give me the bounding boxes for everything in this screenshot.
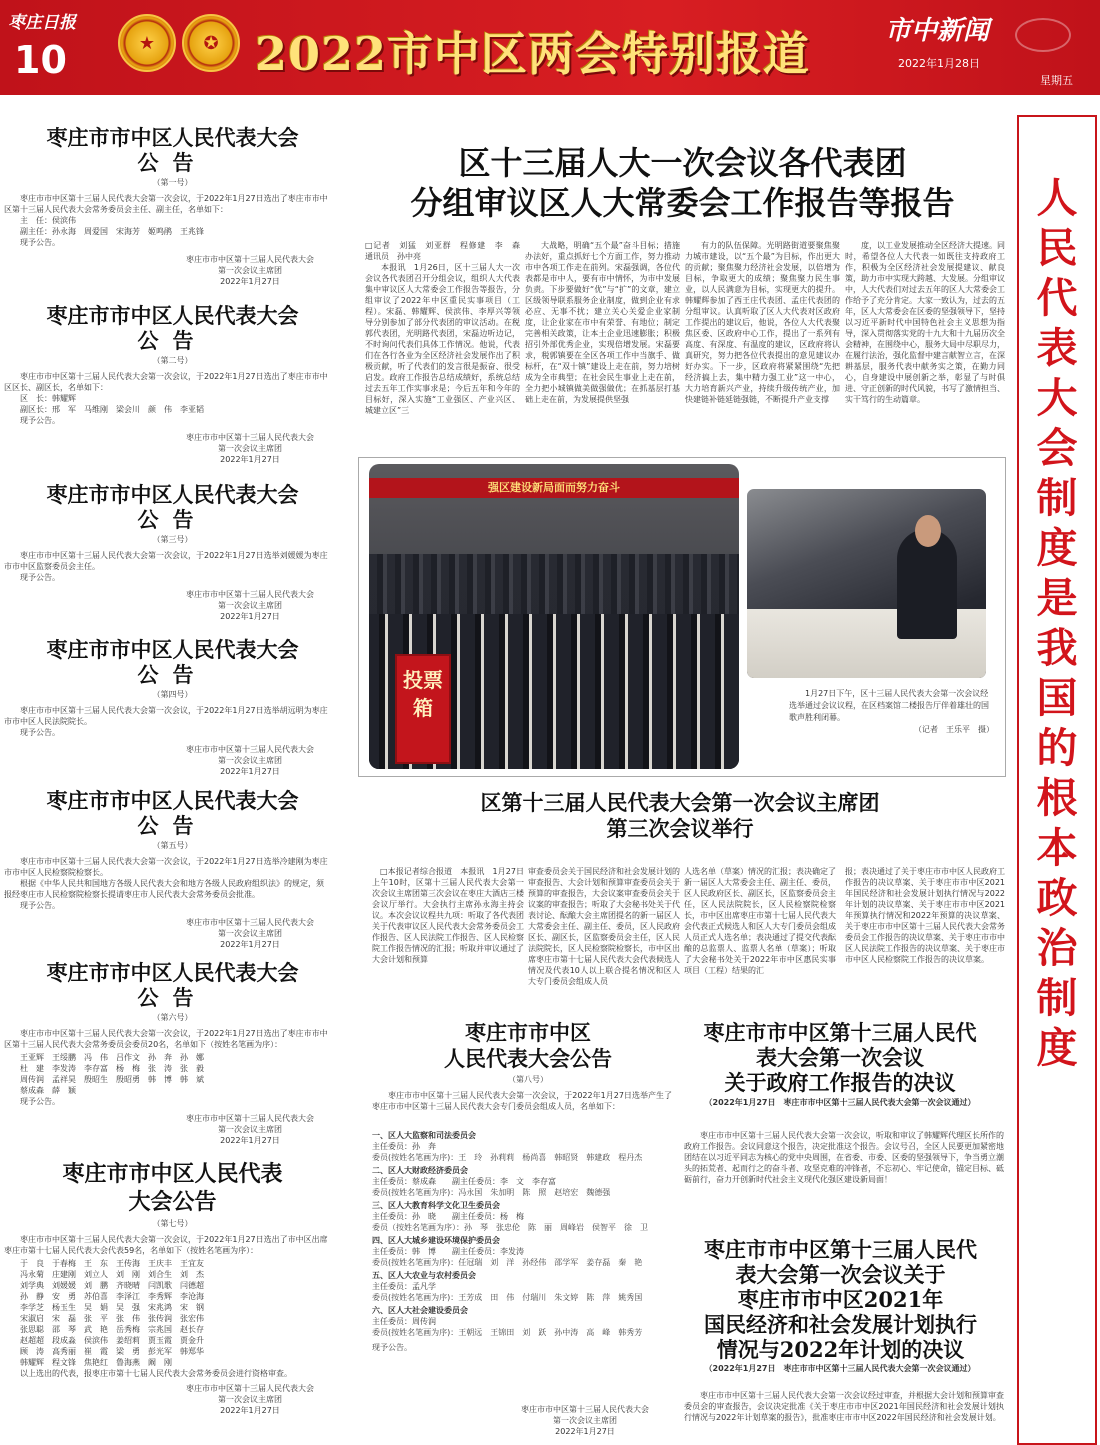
column-name: 市中新闻 [885,16,990,46]
vertical-slogan-banner [1017,115,1097,1445]
notice-subtitle: 公告 [137,813,208,838]
notice-title: 枣庄市市中区人民代表大会 [46,303,299,328]
notice-number: （第二号） [152,356,193,365]
notice-title: 枣庄市市中区人民代表大会 [46,637,299,662]
signature-date: 2022年1月27日 [220,1136,280,1145]
notice-body: 枣庄市市中区第十三届人民代表大会第一次会议，于2022年1月27日选举冷建刚为枣庄市市中区人民检察院检察长。 [4,857,328,877]
notice-body: 枣庄市市中区第十三届人民代表大会第一次会议，于2022年1月27日选出了枣庄市市中区区长、副区长，名单如下： [4,372,328,392]
slogan-text: 人民代表大会制度是我国的根本政治制度 [1036,174,1078,1072]
article-column-2: 大战略，明确“五个最”奋斗目标；措施办法好，重点抓好七个方面工作，努力推动市中各项工作走在前列。宋磊强调，各位代表都是市中人，要有市中情怀，为市中发展负责。下步要做好“优”与“扩”的文章，建立区级领导联系服务企业制度，做到企业有求必应、无事不扰；建立关心关爱企业家制度，让企业家在市中有荣誉、有地位；制定完善相关政策，让本土企业迅速膨胀；积极招引外部优秀企业，实现倍增发展。宋磊要求，税郭镇要在全区各项工作中当旗手、做标杆，在“双十镇”建设上走在前，努力培树成为全市典型；在社会民生事业上走在前，全力把小城镇做美做强做优；在抓基层打基础上走在前，为发展提供坚强 [525,241,680,404]
notice-7 [0,1160,345,1416]
resolution2-body: 枣庄市市中区第十三届人民代表大会第一次会议经过审查，并根据大会计划和预算审查委员会的审查报告，会议决定批准《关于枣庄市市中区2021年国民经济和社会发展计划执行情况与2022年计划草案的报告》，批准枣庄市市中区2022年国民经济和社会发展计划。 [684,1391,1004,1422]
signature-body: 第一次会议主席团 [218,1395,282,1404]
notice-line: 现予公告。 [20,728,60,737]
name-row: 杜 建 李发涛 李存富 杨 梅 张 涛 张 毅 [20,1064,204,1073]
national-emblem-icon: ★ [118,14,176,72]
committee-name: 一、区人大监察和司法委员会 [372,1131,476,1140]
banner-title: 2022市中区两会特别报道 [255,27,811,81]
notice-body: 枣庄市市中区第十三届人民代表大会第一次会议，于2022年1月27日选出了枣庄市市中区第十三届人民代表大会常务委员会主任、副主任，名单如下： [4,194,328,214]
name-row: 冯永菊 庄建刚 刘立人 刘 刚 刘合生 刘 杰 [20,1270,204,1279]
section2-column-1: □本报记者综合报道 本报讯 1月27日上午10时，区第十三届人民代表大会第一次会议主席团第三次会议在枣庄大酒店三楼会议厅举行。大会执行主席孙永海主持会议。本次会议议程共九项：听取了各代表团关于代表审议区人民代表大会常务委员会工作报告、区人民法院工作报告、区人民检察院工作报告情况的汇报；听取并审议通过了大会计划和预算 [372,867,524,964]
notice-title: 枣庄市市中区人民代表大会 [46,788,299,813]
signature-body: 第一次会议主席团 [218,444,282,453]
name-row: 现予公告。 [20,1097,60,1106]
headline-line: 枣庄市市中区 [465,1020,591,1045]
notice-subtitle: 公告 [137,150,208,175]
notice-line: 区 长：韩耀辉 [20,394,76,403]
notice-6 [0,960,345,1146]
notice-name-list [20,1052,329,1107]
notice-subtitle: 公告 [137,507,208,532]
section2-column-4: 报；表决通过了关于枣庄市市中区人民政府工作报告的决议草案、关于枣庄市市中区2021年国民经济和社会发展计划执行情况与2022年计划的决议草案、关于枣庄市市中区2021年预算执行情况和2022年预算的决议草案、关于枣庄市市中区第十三届人民代表大会常务委员会工作报告的决议草案、关于枣庄市市中区人民法院工作报告的决议草案、关于枣庄市市中区人民检察院工作报告的决议草案。 [845,867,1005,964]
committee-chair: 主任委员：蔡成森 副主任委员：李 文 李存富 [372,1177,556,1186]
committee-members: 委员(按姓名笔画为序)：王芳成 田 伟 付瑞川 朱文婷 陈 萍 姚秀国 [372,1293,643,1302]
committee-chair: 主任委员：韩 博 副主任委员：李发涛 [372,1247,524,1256]
name-row: 以上选出的代表，报枣庄市第十七届人民代表大会常务委员会进行资格审查。 [20,1369,292,1378]
notice-subtitle: 公告 [137,328,208,353]
notice-3 [0,482,345,622]
headline-line: 表大会第一次会议 [756,1045,924,1070]
notice-line: 现予公告。 [20,238,60,247]
name-row: 孙 静 安 勇 苏伯喜 李泽江 李秀辉 李沧海 [20,1292,204,1301]
signature-body: 第一次会议主席团 [218,1125,282,1134]
masthead [0,0,1100,95]
notice-number: （第六号） [152,1013,193,1022]
signature-date: 2022年1月27日 [220,767,280,776]
resolution1-body: 枣庄市市中区第十三届人民代表大会第一次会议，听取和审议了韩耀辉代理区长所作的政府工作报告。会议同意这个报告，决定批准这个报告。会议号召，全区人民要更加紧密地团结在以习近平同志为核心的党中央周围，在省委、市委、区委的坚强领导下，争当勇立潮头的拓荒者、起而行之的奋斗者、攻坚克难的冲锋者，不忘初心、牢记使命，锚定目标、砥砺前行，奋力开创新时代社会主义现代化强区建设新局面！ [684,1131,1004,1184]
meeting-hall-photo [369,464,739,769]
article-text: 本报讯 1月26日，区十三届人大一次会议各代表团召开分组会议，组织人大代表集中审议区人大常委会工作报告等报告，分组审议了2022年中区重民实事项目（工程）。宋磊、韩耀辉、侯滨伟、李厚兴等领导分别参加了部分代表团的审议活动。在税郭代表团，光明路代表团，宋磊边听边记，不时询问代表们具体工作情况。他说，代表们在各行各业为全区经济社会发展作出了积极贡献，听了代表们的发言很是振奋、很受启发。政府工作报告总结成绩好，系统总结过去五年工作实事求是；今后五年和今年的目标好，深入实施“工业强区、产业兴区、城建立区”三 [365,263,520,415]
committee-item [372,1305,672,1338]
resolution2-headline [678,1237,1003,1362]
notice-subtitle: 公告 [137,985,208,1010]
notice8-signature [500,1404,670,1437]
signature-org: 枣庄市市中区第十三届人民代表大会 [521,1405,649,1414]
notice-5 [0,788,345,950]
committee-chair: 主任委员：周传润 [372,1317,436,1326]
resolution1-headline [680,1020,1000,1095]
signature-date: 2022年1月27日 [220,612,280,621]
headline-line: 第三次会议举行 [606,817,754,841]
signature-body: 第一次会议主席团 [218,756,282,765]
notice-signature [0,254,325,287]
name-row: 王亚辉 王绥鹏 冯 伟 吕作文 孙 奔 孙 娜 [20,1053,204,1062]
headline-line: 人民代表大会公告 [444,1046,612,1071]
committee-chair: 主任委员：孙 奔 [372,1142,436,1151]
caption-text: 1月27日下午，区十三届人民代表大会第一次会议经选举通过会议议程，在区档案馆二楼报告厅伴着雄壮的国歌声胜利闭幕。 [789,689,989,722]
notice-closing: 现予公告。 [372,1343,412,1352]
headline-line: 枣庄市市中区2021年 [737,1287,944,1312]
committee-name: 六、区人大社会建设委员会 [372,1306,468,1315]
notice-body: 枣庄市市中区第十三届人民代表大会第一次会议，于2022年1月27日选出了枣庄市市中区第十三届人民代表大会常务委员会委员20名，名单如下（按姓名笔画为序）： [4,1029,328,1049]
notice-signature [0,1113,325,1146]
signature-org: 枣庄市市中区第十三届人民代表大会 [186,433,314,442]
headline-line: 区十三届人大一次会议各代表团 [458,144,907,182]
committee-members: 委员(按姓名笔画为序)：任冠瑞 刘 洋 孙经伟 邵学军 姜存磊 秦 艳 [372,1258,643,1267]
notice-body: 枣庄市市中区第十三届人民代表大会第一次会议，于2022年1月27日选举刘媛媛为枣庄市市中区监察委员会主任。 [4,551,328,571]
stage-banner-text: 强区建设新局面而努力奋斗 [369,478,739,498]
article-column-3: 有力的队伍保障。光明路街道要聚焦聚力城市建设，以“五个最”为目标，作出更大的贡献；聚焦聚力经济社会发展，以倍增为目标，争取更大的成绩；聚焦聚力民生事业，以人民满意为目标，实现更大的提升。韩耀辉参加了西王庄代表团、孟庄代表团的分组审议。认真听取了区人大代表对区政府工作提出的建议后，他说，各位人大代表聚焦区委、区政府中心工作，提出了一系列有高度、有深度、有温度的建议，区政府将认真研究，努力把各位代表提出的意见建议办好办实。下一步，区政府将紧紧围绕“先把经济搞上去，集中精力强工业”这一中心，大力培育新兴产业，持续升级传统产业，加快建链补链延链强链，不断提升产业支撑 [685,241,840,404]
notice-title: 枣庄市市中区人民代表大会 [46,125,299,150]
committee-members: 委员(按姓名笔画为序)：王 玲 孙莉莉 杨尚喜 韩昭贤 韩建政 程丹杰 [372,1153,643,1162]
signature-body: 第一次会议主席团 [218,266,282,275]
signature-org: 枣庄市市中区第十三届人民代表大会 [186,745,314,754]
notice-title: 枣庄市市中区人民代表大会 [46,482,299,507]
page-number: 10 [14,38,67,82]
committee-members: 委员(按姓名笔画为序)：冯永国 朱加明 陈 照 赵培宏 魏德强 [372,1188,611,1197]
committee-chair: 主任委员：孙 晓 副主任委员：杨 梅 [372,1212,524,1221]
notice-line: 主 任：侯滨伟 [20,216,76,225]
signature-org: 枣庄市市中区第十三届人民代表大会 [186,918,314,927]
committee-item [372,1270,672,1303]
decorative-swirl-icon [1015,18,1071,52]
article-column-4: 度，以工业发展推动全区经济大提速。同时，希望各位人大代表一如既往支持政府工作，积极为全区经济社会发展提建议、献良策，助力市中实现大跨越、大发展。分组审议中，人大代表们对过去五年的区人大常委会工作给予了充分肯定。大家一致认为，过去的五年，区人大常委会在区委的坚强领导下，坚持以习近平新时代中国特色社会主义思想为指导，深入贯彻落实党的十九大和十九届历次全会精神，在围绕中心，服务大局中尽职尽力，在履行法治，强化监督中建言献智立言，在深耕基层，服务代表中献务实之策，在勤力同心，自身建设中展创新之举，彰显了与时俱进、守正创新的时代风貌，书写了激情担当、实干笃行的生动篇章。 [845,241,1005,404]
committee-name: 三、区人大教育科学文化卫生委员会 [372,1201,500,1210]
name-row: 李学芝 杨玉生 吴 娟 吴 强 宋兆鸿 宋 钢 [20,1303,204,1312]
signature-org: 枣庄市市中区第十三届人民代表大会 [186,255,314,264]
notice-title: 枣庄市市中区人民代表大会 [46,960,299,985]
notice-body: 枣庄市市中区第十三届人民代表大会第一次会议，于2022年1月27日选出了市中区出席枣庄市第十七届人民代表大会代表59名，名单如下（按姓名笔画为序）： [4,1235,328,1255]
name-row: 周传润 孟祥昊 殷昭生 殷昭勇 韩 博 韩 斌 [20,1075,204,1084]
name-row: 顾 涛 高秀丽 崔 霞 梁 勇 彭光军 韩郑华 [20,1347,204,1356]
notice-1 [0,125,345,287]
notice-number: （第八号） [508,1075,548,1084]
signature-date: 2022年1月27日 [220,455,280,464]
photo-credit: （记者 王乐平 摄） [914,725,994,734]
committee-chair: 主任委员：孟凡学 [372,1282,436,1291]
name-row: 于 良 于春梅 王 东 王传海 王庆丰 王宜友 [20,1259,204,1268]
committee-members: 委员(按姓名笔画为序)：王朝远 王锦田 刘 跃 孙中涛 高 峰 韩秀芳 [372,1328,643,1337]
notice-signature [0,744,325,777]
signature-org: 枣庄市市中区第十三届人民代表大会 [186,590,314,599]
notices-column [0,115,345,1445]
voting-inset-photo [744,486,989,681]
committee-item [372,1130,672,1163]
committee-item [372,1235,672,1268]
committee-members: 委员（按姓名笔画为序）：孙 琴 张忠伦 陈 丽 周峰岩 侯智平 徐 卫 [372,1223,648,1232]
article-column-1 [365,240,528,416]
signature-date: 2022年1月27日 [220,277,280,286]
headline-line: 分组审议区人大常委会工作报告等报告 [410,184,955,222]
signature-date: 2022年1月27日 [220,940,280,949]
notice-signature [0,917,325,950]
name-row: 赵超超 段成淼 侯滨伟 姜绍莉 贾玉霞 贾金升 [20,1336,204,1345]
committee-list [372,1128,672,1353]
signature-body: 第一次会议主席团 [218,929,282,938]
headline-line: 情况与2022年计划的决议 [716,1337,965,1362]
section2-column-3: 人选名单（草案）情况的汇报；表决确定了新一届区人大常委会主任、副主任、委员，区人民政府区长、副区长，区监察委员会主任，区人民法院院长，区人民检察院检察长，市中区出席枣庄市第十七届人民代表大会代表正式候选人和区人大专门委员会组成人员正式人选名单；表决通过了提交代表酝酿的总监票人、监票人名单（草案）；听取了大会秘书处关于2022年市中区惠民实事项目（工程）结果的汇 [684,867,836,975]
notice-4 [0,637,345,777]
resolution1-subtitle: （2022年1月27日 枣庄市市中区第十三届人民代表大会第一次会议通过） [704,1098,976,1107]
notice-line: 现予公告。 [20,416,60,425]
committee-item [372,1165,672,1198]
notice-title: 枣庄市市中区人民代表大会公告 [62,1161,283,1215]
headline-line: 区第十三届人民代表大会第一次会议主席团 [480,791,880,815]
notice-line: 现予公告。 [20,901,60,910]
headline-line: 表大会第一次会议关于 [735,1262,946,1287]
news-photo-frame [358,457,1006,777]
notice-number: （第一号） [152,178,193,187]
notice-number: （第四号） [152,690,193,699]
notice-number: （第七号） [152,1219,193,1228]
paper-name: 枣庄日报 [8,13,76,33]
headline-line: 枣庄市市中区第十三届人民代 [704,1237,977,1262]
issue-date: 2022年1月28日 [898,57,980,70]
signature-date: 2022年1月27日 [555,1427,615,1436]
signature-org: 枣庄市市中区第十三届人民代表大会 [186,1384,314,1393]
notice-line: 副区长：邢 军 马维刚 梁会川 颜 伟 李亚韬 [20,405,204,414]
article-byline: □记者 刘猛 刘亚群 程修建 李 森 通讯员 孙中亮 [365,241,528,261]
notice8-headline [378,1020,678,1072]
headline-line: 关于政府工作报告的决议 [724,1070,956,1095]
committee-name: 五、区人大农业与农村委员会 [372,1271,476,1280]
resolution2-subtitle: （2022年1月27日 枣庄市市中区第十三届人民代表大会第一次会议通过） [704,1364,976,1373]
signature-date: 2022年1月27日 [220,1406,280,1415]
delegate-face [915,515,941,547]
ballot-box: 投票箱 [395,654,451,764]
signature-body: 第一次会议主席团 [218,601,282,610]
main-headline [355,143,1010,223]
notice-line: 副主任：孙永海 周爱国 宋海芳 姬鸣鹃 王兆锋 [20,227,204,236]
notice-signature [0,432,325,465]
weekday: 星期五 [1040,74,1073,87]
name-row: 蔡成森 薛 颖 [20,1086,76,1095]
notice-line: 现予公告。 [20,573,60,582]
name-row: 韩耀辉 程文锋 焦艳红 鲁海燕 阚 刚 [20,1358,172,1367]
notice-line: 根据《中华人民共和国地方各级人民代表大会和地方各级人民政府组织法》的规定，须报经枣庄市人民检察院检察长提请枣庄市人民代表大会常务委员会批准。 [4,879,324,899]
headline-line: 国民经济和社会发展计划执行 [704,1312,977,1337]
notice8-body: 枣庄市市中区第十三届人民代表大会第一次会议，于2022年1月27日选举产生了枣庄市市中区第十三届人民代表大会专门委员会组成人员，名单如下： [372,1091,672,1111]
cppcc-emblem-icon: ✪ [182,14,240,72]
signature-body: 第一次会议主席团 [553,1416,617,1425]
section2-headline [380,790,980,842]
photo-caption [789,688,994,736]
committee-item [372,1200,672,1233]
notice-number: （第五号） [152,841,193,850]
signature-org: 枣庄市市中区第十三届人民代表大会 [186,1114,314,1123]
notice-signature [0,589,325,622]
name-row: 张思聪 邵 琴 武 艳 岳秀梅 宗兆国 赵长存 [20,1325,204,1334]
committee-name: 四、区人大城乡建设环境保护委员会 [372,1236,500,1245]
notice-2 [0,303,345,465]
name-row: 宋淑启 宋 磊 张 平 张 伟 张传润 张宏伟 [20,1314,204,1323]
notice-subtitle: 公告 [137,662,208,687]
notice-signature [0,1383,325,1416]
name-row: 刘学典 刘媛媛 刘 鹏 齐晓晴 闫凯歌 闫德超 [20,1281,204,1290]
notice-number: （第三号） [152,535,193,544]
notice-name-list [20,1258,329,1379]
section2-column-2: 审查委员会关于国民经济和社会发展计划的审查报告、大会计划和预算审查委员会关于预算的审查报告，大会议案审查委员会关于议案的审查报告；听取了大会秘书处关于代表讨论、酝酿大会主席团提名的新一届区人大常委会主任、副主任、委员，区人民政府区长、副区长，区监察委员会主任，区人民法院院长，区人民检察院检察长，市中区出席枣庄市第十七届人民代表大会代表候选人情况及代表10人以上联合提名情况和区人大专门委员会组成人员 [528,867,680,986]
notice-body: 枣庄市市中区第十三届人民代表大会第一次会议，于2022年1月27日选举胡远明为枣庄市市中区人民法院院长。 [4,706,328,726]
headline-line: 枣庄市市中区第十三届人民代 [703,1020,977,1045]
committee-name: 二、区人大财政经济委员会 [372,1166,468,1175]
